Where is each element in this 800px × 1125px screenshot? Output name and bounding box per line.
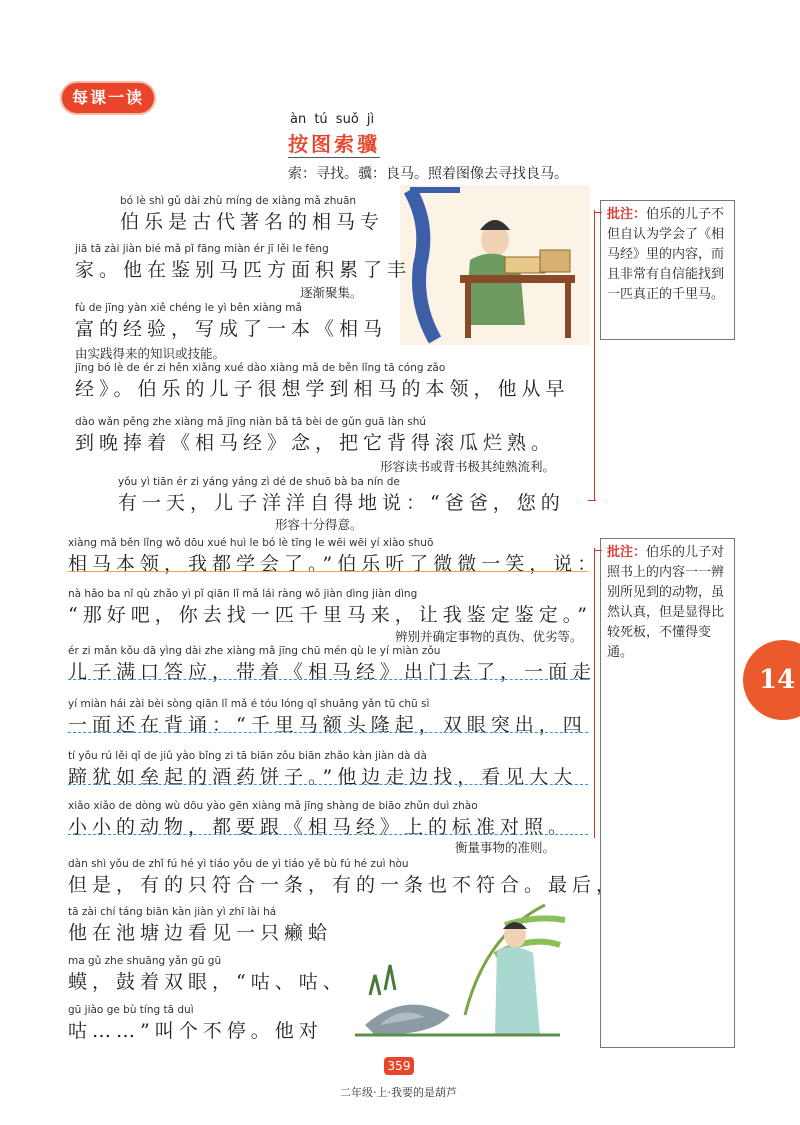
pinyin-line: ma gǔ zhe shuāng yǎn gū gū [68,955,222,967]
illustration-scholar-reading [400,185,590,345]
text-line: 到晚捧着《相马经》念，把它背得滚瓜烂熟。 [75,432,556,454]
text-line: 小小的动物，都要跟《相马经》上的标准对照。 [68,816,573,838]
pinyin-line: jīng bó lè de ér zi hěn xiǎng xué dào xiàng mǎ de běn lǐng tā cóng zǎo [75,362,446,374]
gloss-fluent: 形容读书或背书极其纯熟流利。 [380,459,556,474]
title-pinyin: àn tú suǒ jì [290,112,375,127]
text-line: 富的经验，写成了一本《相马 [75,318,388,340]
text-line: 有一天，儿子洋洋自得地说：“爸爸，您的 [118,492,565,514]
text-line: 但是，有的只符合一条，有的一条也不符合。最后， [68,874,621,896]
text-line: 伯乐是古代著名的相马专 [120,211,385,233]
page-footer: 二年级·上·我要的是葫芦 [340,1086,457,1099]
text-line: 他在池塘边看见一只癞蛤 [68,922,333,944]
blue-underline [68,732,588,734]
gloss-pleased: 形容十分得意。 [275,517,363,532]
note-connector [594,548,595,838]
pinyin-line: tā zài chí táng biān kàn jiàn yì zhī lài há [68,906,277,918]
text-line: 经》。伯乐的儿子很想学到相马的本领，他从早 [75,378,570,400]
text-line: 咕……”叫个不停。他对 [68,1020,323,1042]
pinyin-line: nà hǎo ba nǐ qù zhǎo yì pǐ qiān lǐ mǎ lái ràng wǒ jiàn dìng jiàn dìng [68,588,418,600]
text-line: 蟆，鼓着双眼，“咕、咕、 [68,971,347,993]
text-line: 蹄犹如垒起的酒药饼子。”他边走边找，看见大大 [68,766,578,788]
blue-underline [68,834,588,836]
title-underline [288,157,380,158]
text-line: 家。他在鉴别马匹方面积累了丰 [75,259,412,281]
pinyin-line: yǒu yì tiān ér zi yáng yáng zì dé de shuō bà ba nín de [118,476,400,488]
text-line: 一面还在背诵：“千里马额头隆起，双眼突出，四 [68,714,587,736]
pinyin-line: xiàng mǎ běn lǐng wǒ dōu xué huì le bó lè tīng le wēi wēi yí xiào shuō [68,537,434,549]
pinyin-line: yí miàn hái zài bèi sòng qiān lǐ mǎ é tóu lóng qǐ shuāng yǎn tū chū sì [68,698,430,710]
section-badge: 每课一读 [62,83,154,113]
text-line: 相马本领，我都学会了。”伯乐听了微微一笑，说： [68,553,602,575]
note-label: 批注： [607,207,647,222]
annotation-note-2 [600,538,735,1048]
illustration-boy-at-pond [345,895,570,1045]
pinyin-line: jiā tā zài jiàn bié mǎ pǐ fāng miàn ér jī lěi le fēng [75,243,329,255]
pinyin-line: ér zi mǎn kǒu dā yìng dài zhe xiàng mǎ jīng chū mén qù le yí miàn zǒu [68,645,441,657]
pinyin-line: fù de jīng yàn xiě chéng le yì běn xiàng mǎ [75,302,302,314]
note-label: 批注： [607,545,647,560]
pinyin-line: bó lè shì gǔ dài zhù míng de xiàng mǎ zhuān [120,195,357,207]
gloss-experience: 由实践得来的知识或技能。 [75,346,226,361]
note-text: 伯乐的儿子不但自认为学会了《相马经》里的内容，而且非常有自信能找到一匹真正的千里马。 [607,207,725,302]
text-line: 儿子满口答应，带着《相马经》出门去了，一面走 [68,661,597,683]
idiom-title: 按图索骥 [288,132,380,156]
note-text: 伯乐的儿子对照书上的内容一一辨别所见到的动物，虽然认真，但是显得比较死板，不懂得变通。 [607,545,725,660]
gloss-standard: 衡量事物的准则。 [455,840,556,855]
note-connector [594,210,595,500]
blue-underline [68,784,588,786]
text-line: “那好吧，你去找一匹千里马来，让我鉴定鉴定。” [68,604,592,626]
orange-underline [68,571,588,573]
pinyin-line: dào wǎn pěng zhe xiàng mǎ jīng niàn bǎ tā bèi de gǔn guā làn shú [75,416,427,428]
pinyin-line: dàn shì yǒu de zhǐ fú hé yì tiáo yǒu de yì tiáo yě bù fú hé zuì hòu [68,858,409,870]
gloss-accumulate: 逐渐聚集。 [300,285,363,300]
idiom-definition: 索：寻找。骥：良马。照着图像去寻找良马。 [288,166,568,182]
annotation-note-1 [600,200,735,340]
pinyin-line: tí yǒu rú lěi qǐ de jiǔ yào bǐng zi tā biān zǒu biān zhǎo kàn jiàn dà dà [68,750,427,762]
blue-underline [68,679,588,681]
note-connector [588,500,596,501]
pinyin-line: xiǎo xiǎo de dòng wù dōu yào gēn xiàng mǎ jīng shàng de biāo zhǔn duì zhào [68,800,478,812]
pinyin-line: gū jiào ge bù tíng tā duì [68,1004,194,1016]
page-number: 359 [384,1057,414,1075]
lesson-tab: 14 [743,640,800,720]
gloss-identify: 辨别并确定事物的真伪、优劣等。 [395,629,583,644]
